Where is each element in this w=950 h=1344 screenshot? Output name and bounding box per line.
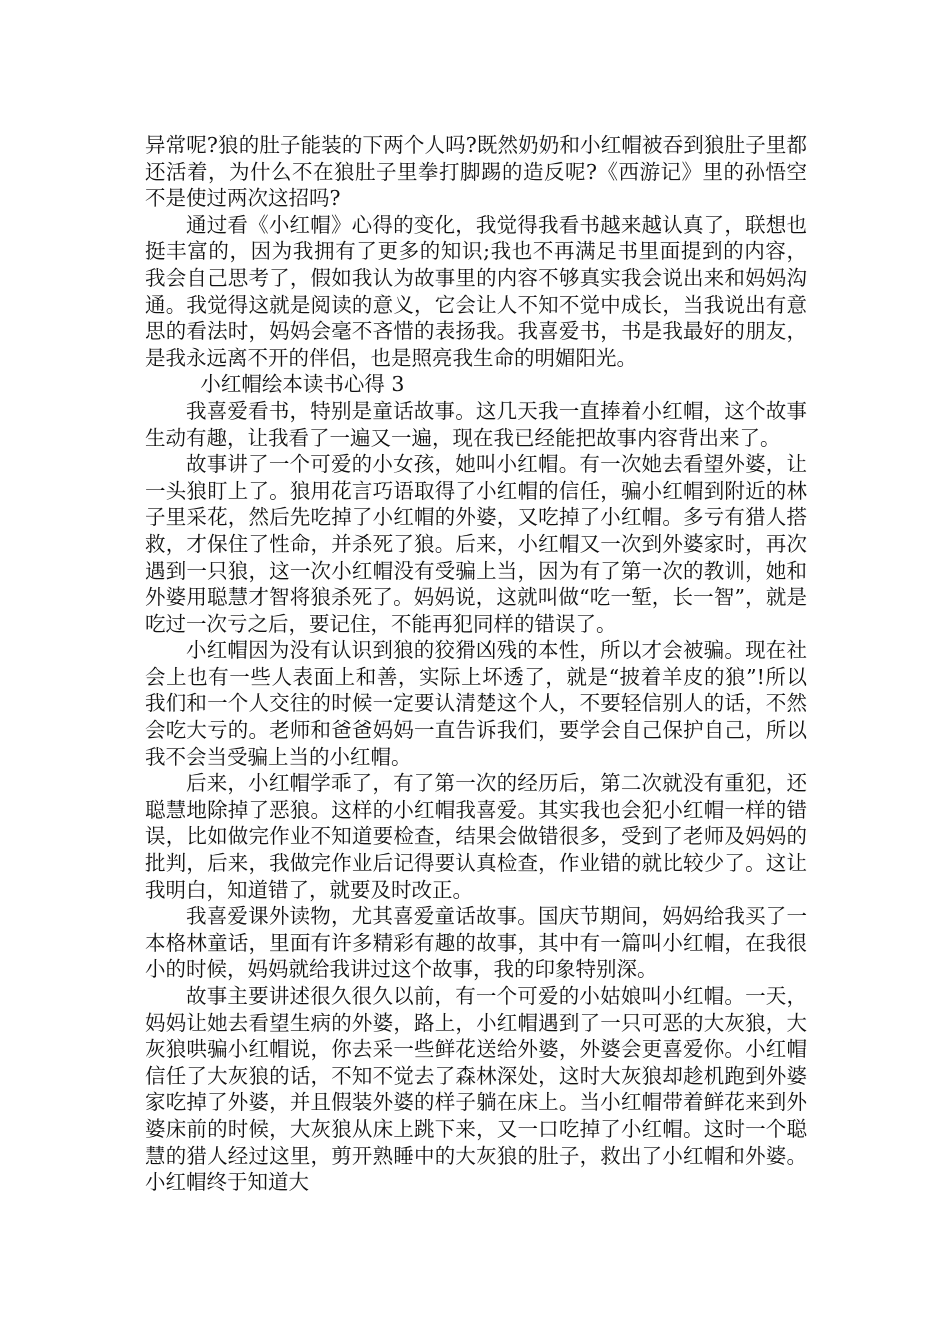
paragraph-continuation: 异常呢?狼的肚子能装的下两个人吗?既然奶奶和小红帽被吞到狼肚子里都还活着，为什么不在狼肚子里拳打脚踢的造反呢?《西游记》里的孙悟空不是使过两次这招吗? [145,133,807,211]
paragraph-grimm-book: 我喜爱课外读物，尤其喜爱童话故事。国庆节期间，妈妈给我买了一本格林童话，里面有许多精彩有趣的故事，其中有一篇叫小红帽，在我很小的时候，妈妈就给我讲过这个故事，我的印象特别深。 [145,904,807,982]
paragraph-story-retelling: 故事主要讲述很久很久以前，有一个可爱的小姑娘叫小红帽。一天，妈妈让她去看望生病的外婆，路上，小红帽遇到了一只可恶的大灰狼，大灰狼哄骗小红帽说，你去采一些鲜花送给外婆，外婆会更喜爱你。小红帽信任了大灰狼的话，不知不觉去了森林深处，这时大灰狼却趁机跑到外婆家吃掉了外婆，并且假装外婆的样子躺在床上。当小红帽带着鲜花来到外婆床前的时候，大灰狼从床上跳下来，又一口吃掉了小红帽。这时一个聪慧的猎人经过这里，剪开熟睡中的大灰狼的肚子，救出了小红帽和外婆。小红帽终于知道大 [145,984,807,1195]
document-page [145,132,807,1196]
paragraph-reading-reflection: 通过看《小红帽》心得的变化，我觉得我看书越来越认真了，联想也挺丰富的，因为我拥有了更多的知识;我也不再满足书里面提到的内容，我会自己思考了，假如我认为故事里的内容不够真实我会说出来和妈妈沟通。我觉得这就是阅读的意义，它会让人不知不觉中成长，当我说出有意思的看法时，妈妈会毫不吝惜的表扬我。我喜爱书，书是我最好的朋友，是我永远离不开的伴侣，也是照亮我生命的明媚阳光。 [145,212,807,370]
section-heading: 小红帽绘本读书心得 3 [200,372,405,397]
paragraph-story-summary: 故事讲了一个可爱的小女孩，她叫小红帽。有一次她去看望外婆，让一头狼盯上了。狼用花言巧语取得了小红帽的信任，骗小红帽到附近的林子里采花，然后先吃掉了小红帽的外婆，又吃掉了小红帽。多亏有猎人搭救，才保住了性命，并杀死了狼。后来，小红帽又一次到外婆家时，再次遇到一只狼，这一次小红帽没有受骗上当，因为有了第一次的教训，她和外婆用聪慧才智将狼杀死了。妈妈说，这就叫做“吃一堑，长一智”，就是吃过一次亏之后，要记住，不能再犯同样的错误了。 [145,452,807,636]
paragraph-self-reflection: 后来，小红帽学乖了，有了第一次的经历后，第二次就没有重犯，还聪慧地除掉了恶狼。这样的小红帽我喜爱。其实我也会犯小红帽一样的错误，比如做完作业不知道要检查，结果会做错很多，受到了老师及妈妈的批判，后来，我做完作业后记得要认真检查，作业错的就比较少了。这让我明白，知道错了，就要及时改正。 [145,771,807,902]
paragraph-intro: 我喜爱看书，特别是童话故事。这几天我一直捧着小红帽，这个故事生动有趣，让我看了一遍又一遍，现在我已经能把故事内容背出来了。 [145,398,807,450]
paragraph-lesson: 小红帽因为没有认识到狼的狡猾凶残的本性，所以才会被骗。现在社会上也有一些人表面上和善，实际上坏透了，就是“披着羊皮的狼”!所以我们和一个人交往的时候一定要认清楚这个人，不要轻信别人的话，不然会吃大亏的。老师和爸爸妈妈一直告诉我们，要学会自己保护自己，所以我不会当受骗上当的小红帽。 [145,638,807,769]
